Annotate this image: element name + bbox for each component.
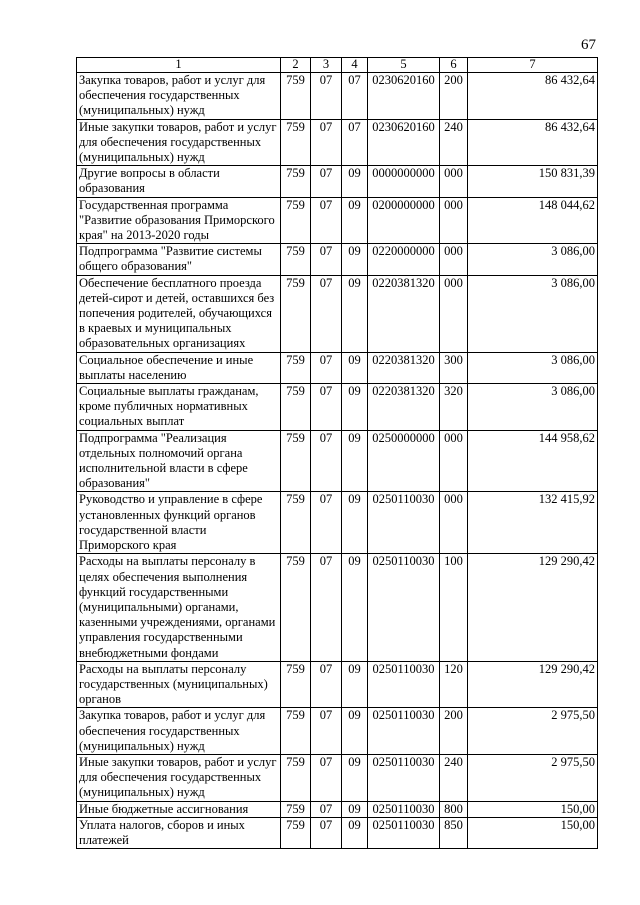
target-item-cell: 0250110030: [368, 661, 440, 708]
ministry-code-cell: 759: [281, 166, 311, 197]
row-name-cell: Закупка товаров, работ и услуг для обеспечения государственных (муниципальных) нужд: [77, 708, 281, 755]
amount-cell: 150,00: [468, 817, 598, 848]
ministry-code-cell: 759: [281, 554, 311, 661]
expense-type-cell: 320: [440, 384, 468, 431]
subsection-code-cell: 07: [342, 119, 368, 166]
amount-cell: 86 432,64: [468, 73, 598, 120]
target-item-cell: 0250000000: [368, 430, 440, 492]
amount-cell: 132 415,92: [468, 492, 598, 554]
subsection-code-cell: 09: [342, 554, 368, 661]
ministry-code-cell: 759: [281, 708, 311, 755]
budget-table: [76, 57, 598, 849]
header-cell-3: 3: [311, 58, 342, 73]
ministry-code-cell: 759: [281, 817, 311, 848]
table-row: [77, 754, 598, 801]
target-item-cell: 0250110030: [368, 801, 440, 817]
amount-cell: 144 958,62: [468, 430, 598, 492]
target-item-cell: 0250110030: [368, 754, 440, 801]
target-item-cell: 0230620160: [368, 73, 440, 120]
section-code-cell: 07: [311, 166, 342, 197]
section-code-cell: 07: [311, 430, 342, 492]
table-row: [77, 244, 598, 275]
row-name-cell: Социальное обеспечение и иные выплаты населению: [77, 352, 281, 383]
target-item-cell: 0220381320: [368, 384, 440, 431]
target-item-cell: 0250110030: [368, 492, 440, 554]
target-item-cell: 0250110030: [368, 817, 440, 848]
expense-type-cell: 800: [440, 801, 468, 817]
expense-type-cell: 200: [440, 73, 468, 120]
amount-cell: 3 086,00: [468, 352, 598, 383]
amount-cell: 3 086,00: [468, 275, 598, 352]
ministry-code-cell: 759: [281, 119, 311, 166]
amount-cell: 150 831,39: [468, 166, 598, 197]
section-code-cell: 07: [311, 73, 342, 120]
section-code-cell: 07: [311, 119, 342, 166]
expense-type-cell: 000: [440, 166, 468, 197]
subsection-code-cell: 09: [342, 754, 368, 801]
section-code-cell: 07: [311, 384, 342, 431]
ministry-code-cell: 759: [281, 352, 311, 383]
section-code-cell: 07: [311, 661, 342, 708]
expense-type-cell: 000: [440, 275, 468, 352]
row-name-cell: Подпрограмма "Реализация отдельных полномочий органа исполнительной власти в сфере образования": [77, 430, 281, 492]
table-row: [77, 661, 598, 708]
ministry-code-cell: 759: [281, 801, 311, 817]
expense-type-cell: 000: [440, 244, 468, 275]
ministry-code-cell: 759: [281, 244, 311, 275]
subsection-code-cell: 09: [342, 801, 368, 817]
section-code-cell: 07: [311, 275, 342, 352]
ministry-code-cell: 759: [281, 275, 311, 352]
header-cell-6: 6: [440, 58, 468, 73]
amount-cell: 3 086,00: [468, 244, 598, 275]
ministry-code-cell: 759: [281, 430, 311, 492]
header-row: [77, 58, 598, 73]
row-name-cell: Уплата налогов, сборов и иных платежей: [77, 817, 281, 848]
table-row: [77, 197, 598, 244]
expense-type-cell: 120: [440, 661, 468, 708]
amount-cell: 86 432,64: [468, 119, 598, 166]
target-item-cell: 0220381320: [368, 275, 440, 352]
subsection-code-cell: 09: [342, 197, 368, 244]
table-row: [77, 492, 598, 554]
amount-cell: 3 086,00: [468, 384, 598, 431]
section-code-cell: 07: [311, 708, 342, 755]
target-item-cell: 0250110030: [368, 554, 440, 661]
subsection-code-cell: 09: [342, 166, 368, 197]
target-item-cell: 0250110030: [368, 708, 440, 755]
row-name-cell: Другие вопросы в области образования: [77, 166, 281, 197]
subsection-code-cell: 09: [342, 384, 368, 431]
table-row: [77, 119, 598, 166]
row-name-cell: Закупка товаров, работ и услуг для обеспечения государственных (муниципальных) нужд: [77, 73, 281, 120]
section-code-cell: 07: [311, 197, 342, 244]
target-item-cell: 0220000000: [368, 244, 440, 275]
row-name-cell: Руководство и управление в сфере установленных функций органов государственной власти Приморского края: [77, 492, 281, 554]
section-code-cell: 07: [311, 817, 342, 848]
ministry-code-cell: 759: [281, 754, 311, 801]
section-code-cell: 07: [311, 554, 342, 661]
header-cell-1: 1: [77, 58, 281, 73]
ministry-code-cell: 759: [281, 73, 311, 120]
header-cell-2: 2: [281, 58, 311, 73]
expense-type-cell: 100: [440, 554, 468, 661]
section-code-cell: 07: [311, 352, 342, 383]
section-code-cell: 07: [311, 801, 342, 817]
row-name-cell: Иные закупки товаров, работ и услуг для обеспечения государственных (муниципальных) нужд: [77, 754, 281, 801]
ministry-code-cell: 759: [281, 384, 311, 431]
row-name-cell: Расходы на выплаты персоналу государственных (муниципальных) органов: [77, 661, 281, 708]
subsection-code-cell: 07: [342, 73, 368, 120]
expense-type-cell: 000: [440, 197, 468, 244]
table-row: [77, 554, 598, 661]
expense-type-cell: 240: [440, 754, 468, 801]
row-name-cell: Обеспечение бесплатного проезда детей-сирот и детей, оставшихся без попечения родителей, обучающихся в краевых и муниципальных образовательных организациях: [77, 275, 281, 352]
amount-cell: 129 290,42: [468, 554, 598, 661]
header-cell-5: 5: [368, 58, 440, 73]
table-row: [77, 430, 598, 492]
row-name-cell: Расходы на выплаты персоналу в целях обеспечения выполнения функций государственными (муниципальными) органами, казенными учреждениями, органами управления государственными внебюджетными фондами: [77, 554, 281, 661]
subsection-code-cell: 09: [342, 430, 368, 492]
table-row: [77, 708, 598, 755]
table-row: [77, 801, 598, 817]
expense-type-cell: 000: [440, 430, 468, 492]
amount-cell: 2 975,50: [468, 754, 598, 801]
subsection-code-cell: 09: [342, 275, 368, 352]
expense-type-cell: 240: [440, 119, 468, 166]
section-code-cell: 07: [311, 754, 342, 801]
ministry-code-cell: 759: [281, 661, 311, 708]
subsection-code-cell: 09: [342, 708, 368, 755]
subsection-code-cell: 09: [342, 661, 368, 708]
table-row: [77, 166, 598, 197]
row-name-cell: Подпрограмма "Развитие системы общего образования": [77, 244, 281, 275]
row-name-cell: Иные закупки товаров, работ и услуг для обеспечения государственных (муниципальных) нужд: [77, 119, 281, 166]
target-item-cell: 0200000000: [368, 197, 440, 244]
row-name-cell: Социальные выплаты гражданам, кроме публичных нормативных социальных выплат: [77, 384, 281, 431]
page-number: 67: [581, 37, 596, 53]
expense-type-cell: 850: [440, 817, 468, 848]
expense-type-cell: 000: [440, 492, 468, 554]
subsection-code-cell: 09: [342, 244, 368, 275]
target-item-cell: 0220381320: [368, 352, 440, 383]
subsection-code-cell: 09: [342, 492, 368, 554]
header-cell-4: 4: [342, 58, 368, 73]
table-row: [77, 384, 598, 431]
ministry-code-cell: 759: [281, 197, 311, 244]
expense-type-cell: 300: [440, 352, 468, 383]
target-item-cell: 0230620160: [368, 119, 440, 166]
table-row: [77, 73, 598, 120]
row-name-cell: Государственная программа "Развитие образования Приморского края" на 2013-2020 годы: [77, 197, 281, 244]
ministry-code-cell: 759: [281, 492, 311, 554]
table-row: [77, 352, 598, 383]
target-item-cell: 0000000000: [368, 166, 440, 197]
row-name-cell: Иные бюджетные ассигнования: [77, 801, 281, 817]
subsection-code-cell: 09: [342, 817, 368, 848]
subsection-code-cell: 09: [342, 352, 368, 383]
amount-cell: 2 975,50: [468, 708, 598, 755]
expense-type-cell: 200: [440, 708, 468, 755]
table-row: [77, 817, 598, 848]
table-row: [77, 275, 598, 352]
amount-cell: 150,00: [468, 801, 598, 817]
amount-cell: 148 044,62: [468, 197, 598, 244]
section-code-cell: 07: [311, 244, 342, 275]
amount-cell: 129 290,42: [468, 661, 598, 708]
section-code-cell: 07: [311, 492, 342, 554]
header-cell-7: 7: [468, 58, 598, 73]
